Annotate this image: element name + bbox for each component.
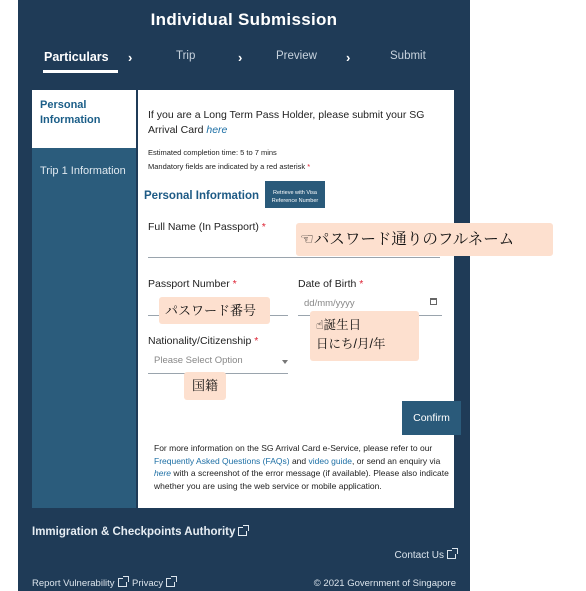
sidebar-item-personal-information[interactable]: Personal Information (32, 90, 136, 148)
footnote-text: with a screenshot of the error message (if available). Please also indicate whether you are using the web service or mobile application. (154, 468, 449, 491)
authority-link[interactable] (32, 526, 247, 538)
required-asterisk: * (232, 278, 237, 290)
required-asterisk: * (307, 162, 311, 171)
footer (18, 508, 470, 591)
confirm-button[interactable]: Confirm (402, 401, 461, 435)
dob-annotation-line2: 日にち/月/年 (316, 337, 386, 351)
chevron-right-icon: › (346, 50, 351, 65)
intro-text (148, 108, 448, 138)
full-name-input[interactable] (148, 257, 440, 258)
full-name-annotation: ☜パスワード通りのフルネーム (296, 223, 553, 256)
sidebar (32, 90, 136, 508)
nationality-label-text: Nationality/Citizenship (148, 335, 252, 347)
required-asterisk: * (261, 221, 266, 233)
mandatory-note-text: Mandatory fields are indicated by a red asterisk (148, 162, 306, 171)
dropdown-arrow-icon (282, 360, 288, 364)
privacy-text: Privacy (132, 578, 164, 589)
intro-text-body: If you are a Long Term Pass Holder, please submit your SG Arrival Card (148, 109, 425, 136)
app-frame (18, 0, 470, 591)
step-preview[interactable]: Preview (276, 50, 317, 62)
chevron-right-icon: › (238, 50, 243, 65)
faq-link[interactable]: Frequently Asked Questions (FAQs) (154, 455, 290, 466)
calendar-icon[interactable] (430, 298, 437, 305)
step-submit[interactable]: Submit (390, 50, 426, 62)
external-link-icon (238, 527, 247, 536)
dob-input[interactable]: dd/mm/yyyy (304, 298, 355, 309)
report-vulnerability-link[interactable] (32, 578, 127, 589)
footnote-text: and (289, 455, 309, 466)
page-title: Individual Submission (150, 10, 338, 29)
required-asterisk: * (359, 278, 364, 290)
full-name-label-text: Full Name (In Passport) (148, 221, 259, 233)
nationality-select[interactable]: Please Select Option (154, 355, 243, 366)
nationality-annotation: 国籍 (184, 372, 226, 400)
passport-number-label-text: Passport Number (148, 278, 230, 290)
long-term-pass-link[interactable]: here (206, 124, 228, 136)
section-title: Personal Information (144, 190, 260, 202)
dob-annotation (310, 311, 419, 361)
report-vulnerability-text: Report Vulnerability (32, 578, 115, 589)
nationality-label (148, 335, 258, 347)
copyright: © 2021 Government of Singapore (313, 578, 456, 589)
enquiry-link[interactable]: here (154, 468, 172, 478)
sidebar-item-trip-1-information[interactable]: Trip 1 Information (40, 165, 126, 177)
authority-text: Immigration & Checkpoints Authority (32, 526, 236, 538)
dob-label (298, 278, 363, 290)
passport-number-label (148, 278, 237, 290)
dob-annotation-line1: ☝誕生日 (316, 318, 362, 332)
passport-annotation: パスワード番号 (159, 297, 270, 324)
footnote-text: For more information on the SG Arrival Card e-Service, please refer to our (154, 443, 433, 453)
contact-us-link[interactable] (395, 550, 456, 561)
privacy-link[interactable] (132, 578, 175, 589)
step-particulars[interactable]: Particulars (44, 50, 109, 64)
external-link-icon (166, 578, 175, 587)
chevron-right-icon: › (128, 50, 133, 65)
video-guide-link[interactable]: video guide (308, 455, 352, 466)
dob-label-text: Date of Birth (298, 278, 357, 290)
external-link-icon (447, 550, 456, 559)
required-asterisk: * (254, 335, 259, 347)
contact-us-text: Contact Us (394, 550, 444, 561)
full-name-label (148, 221, 266, 233)
estimated-time: Estimated completion time: 5 to 7 mins (148, 148, 277, 157)
footnote-text: , or send an enquiry via (351, 455, 441, 466)
active-step-underline (43, 70, 118, 73)
external-link-icon (118, 578, 127, 587)
progress-steps (18, 50, 470, 72)
retrieve-visa-button[interactable]: Retrieve with Visa Reference Number (265, 181, 325, 208)
header (18, 0, 470, 90)
step-trip[interactable]: Trip (176, 50, 196, 62)
mandatory-note (148, 162, 310, 171)
help-footnote (154, 442, 454, 492)
